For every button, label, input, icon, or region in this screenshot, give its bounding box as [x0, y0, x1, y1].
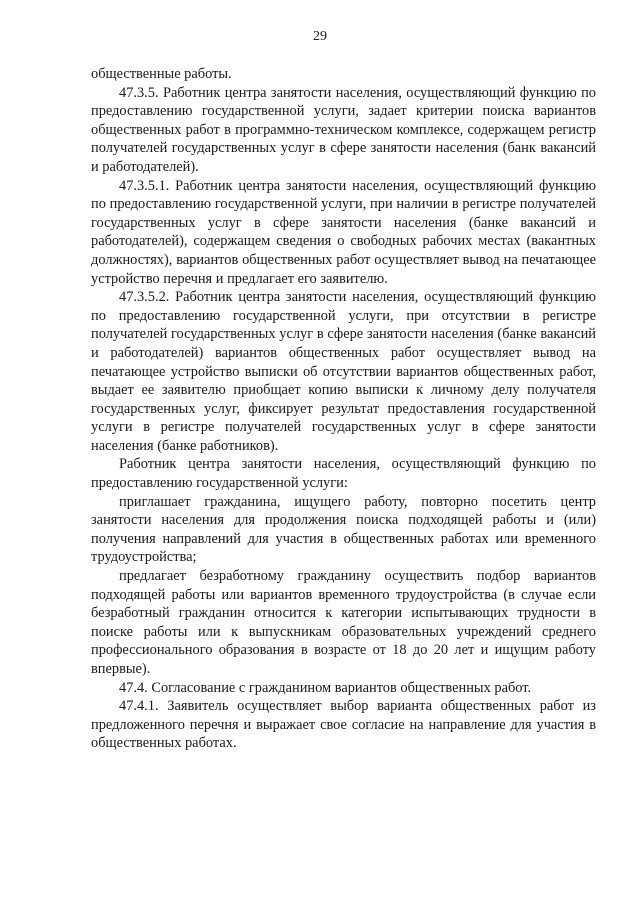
- paragraph-47-4-1: 47.4.1. Заявитель осуществляет выбор варианта общественных работ из предложенного перечня и выражает свое согласие на направление для участия в общественных работах.: [91, 698, 596, 752]
- paragraph-47-3-5-1: 47.3.5.1. Работник центра занятости населения, осуществляющий функцию по предоставлению государственной услуги, при наличии в регистре получателей государственных услуг в сфере занятости населения (банке вакансий и работодателей), содержащем сведения о свободных рабочих местах (вакантных должностях), вариантов общественных работ осуществляет вывод на печатающее устройство перечня и предлагает его заявителю.: [91, 177, 596, 287]
- page-number: 29: [313, 29, 327, 44]
- paragraph-invites: приглашает гражданина, ищущего работу, повторно посетить центр занятости населения для продолжения поиска подходящей работы и (или) получения направлений для участия в общественных работах или временного трудоустройства;: [91, 493, 596, 566]
- paragraph-47-3-5: 47.3.5. Работник центра занятости населения, осуществляющий функцию по предоставлению государственной услуги, задает критерии поиска вариантов общественных работ в программно-техническом комплексе, содержащем регистр получателей государственных услуг в сфере занятости населения (банк вакансий и работодателей).: [91, 84, 596, 175]
- paragraph-offers: предлагает безработному гражданину осуществить подбор вариантов подходящей работы или вариантов временного трудоустройства (в случае если безработный гражданин относится к категории испытывающих трудности в поиске работы или к выпускникам образовательных учреждений среднего профессионального образования в возрасте от 18 до 20 лет и ищущим работу впервые).: [91, 568, 596, 677]
- document-body: [91, 65, 596, 753]
- paragraph-47-4: 47.4. Согласование с гражданином вариантов общественных работ.: [119, 679, 532, 696]
- paragraph-worker-duties: Работник центра занятости населения, осуществляющий функцию по предоставлению государственной услуги:: [91, 456, 596, 492]
- paragraph-continuation: общественные работы.: [91, 66, 232, 82]
- paragraph-47-3-5-2: 47.3.5.2. Работник центра занятости населения, осуществляющий функцию по предоставлению государственной услуги, при отсутствии в регистре получателей государственных услуг в сфере занятости населения (банке вакансий и работодателей) вариантов общественных работ осуществляет вывод на печатающее устройство выписки об отсутствии вариантов общественных работ, выдает ее заявителю приобщает копию выписки к личному делу получателя государственных услуг, фиксирует результат предоставления государственной услуги в регистре получателей государственных услуг в сфере занятости населения (банке работников).: [91, 289, 596, 454]
